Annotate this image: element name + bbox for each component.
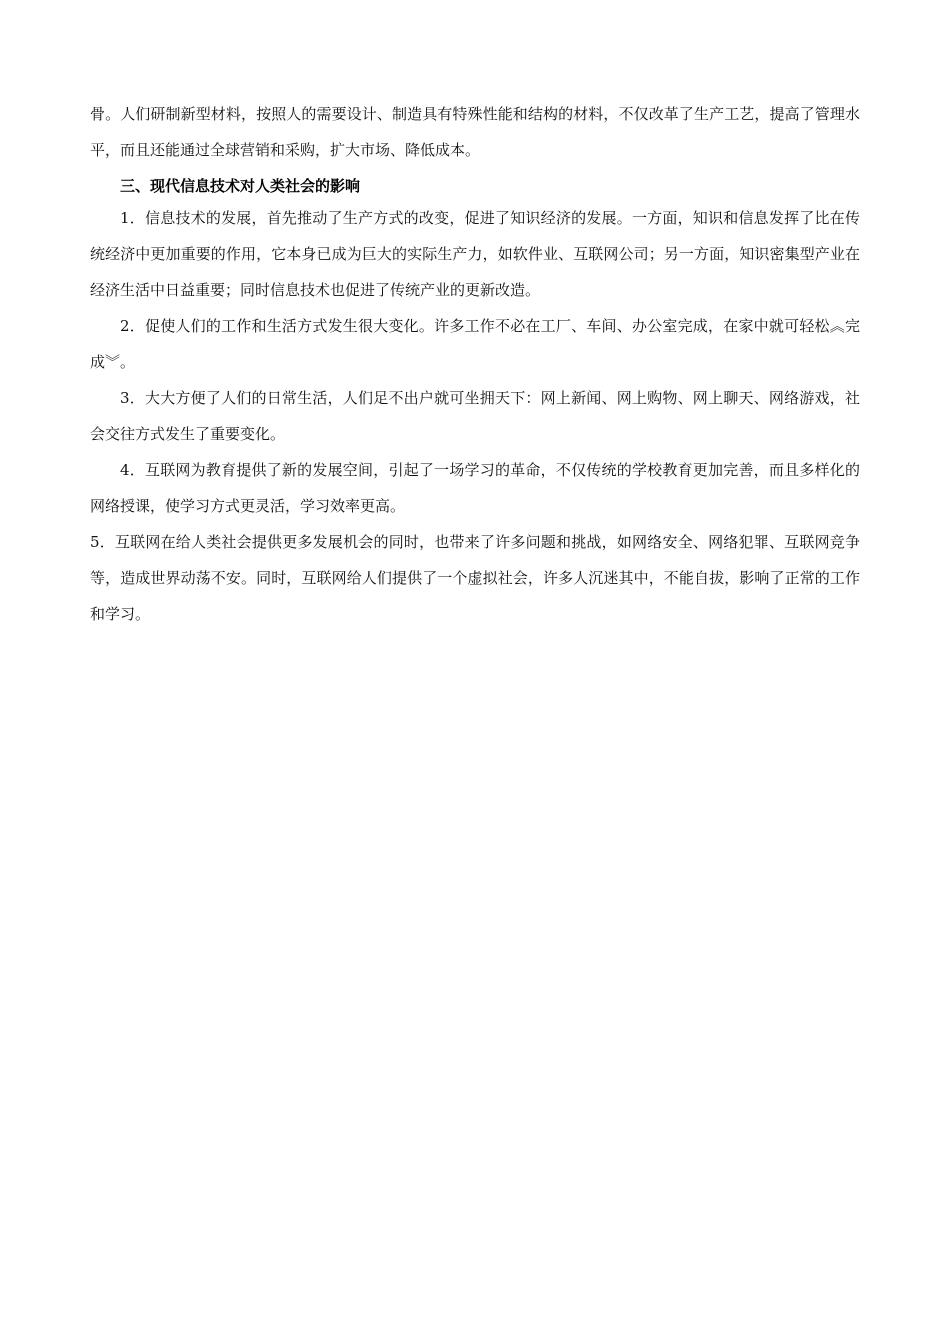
paragraph-item-2: 2．促使人们的工作和生活方式发生很大变化。许多工作不必在工厂、车间、办公室完成，在家中就可轻松︽完成︾。 xyxy=(90,317,860,371)
paragraph-item-1: 1．信息技术的发展，首先推动了生产方式的改变，促进了知识经济的发展。一方面，知识和信息发挥了比在传统经济中更加重要的作用，它本身已成为巨大的实际生产力，如软件业、互联网公司；另一方面，知识密集型产业在经济生活中日益重要；同时信息技术也促进了传统产业的更新改造。 xyxy=(90,209,860,299)
section-heading: 三、现代信息技术对人类社会的影响 xyxy=(120,177,361,195)
paragraph-intro: 骨。人们研制新型材料，按照人的需要设计、制造具有特殊性能和结构的材料，不仅改革了生产工艺，提高了管理水平，而且还能通过全球营销和采购，扩大市场、降低成本。 xyxy=(90,105,860,159)
document-body xyxy=(90,96,860,632)
paragraph-item-3: 3．大大方便了人们的日常生活，人们足不出户就可坐拥天下：网上新闻、网上购物、网上聊天、网络游戏，社会交往方式发生了重要变化。 xyxy=(90,389,860,443)
paragraph-item-5: 5．互联网在给人类社会提供更多发展机会的同时，也带来了许多问题和挑战，如网络安全、网络犯罪、互联网竞争等，造成世界动荡不安。同时，互联网给人们提供了一个虚拟社会，许多人沉迷其中，不能自拔，影响了正常的工作和学习。 xyxy=(90,533,860,623)
paragraph-item-4: 4．互联网为教育提供了新的发展空间，引起了一场学习的革命，不仅传统的学校教育更加完善，而且多样化的网络授课，使学习方式更灵活，学习效率更高。 xyxy=(90,461,860,515)
